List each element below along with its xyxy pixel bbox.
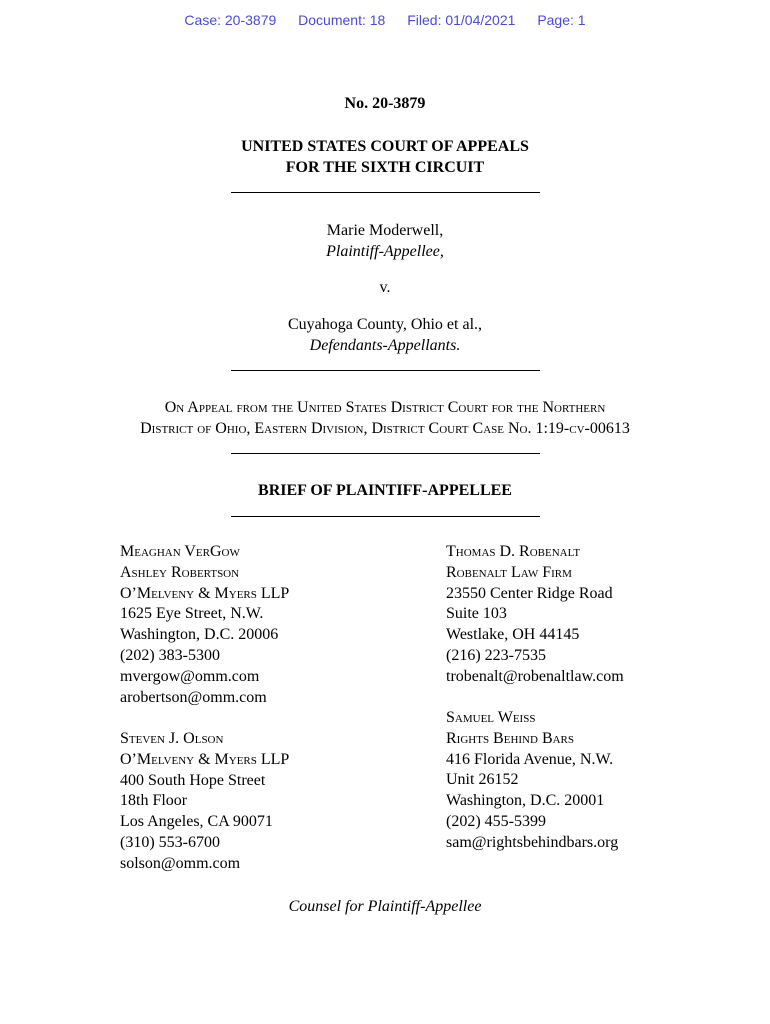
attorney-name: Samuel Weiss bbox=[446, 709, 536, 726]
appeal-line-1: On Appeal from the United States District Court for the Northern bbox=[164, 399, 606, 416]
divider-rule bbox=[231, 516, 540, 517]
appeal-line-2: District of Ohio, Eastern Division, District Court Case No. 1:19-cv-00613 bbox=[140, 420, 630, 437]
header-document: Document: 18 bbox=[298, 12, 386, 28]
defendant-name: Cuyahoga County, Ohio et al., bbox=[287, 316, 483, 333]
email-address: solson@omm.com bbox=[120, 854, 241, 872]
header-page: Page: 1 bbox=[537, 12, 586, 28]
email-address: trobenalt@robenaltlaw.com bbox=[446, 667, 624, 685]
attorney-name: Ashley Robertson bbox=[120, 563, 240, 581]
counsel-block-left-1 bbox=[120, 542, 289, 708]
address-line: Suite 103 bbox=[446, 605, 507, 623]
versus: v. bbox=[379, 279, 391, 296]
phone-number: (202) 383-5300 bbox=[120, 646, 220, 664]
defendant-role: Defendants-Appellants. bbox=[309, 337, 461, 354]
phone-number: (310) 553-6700 bbox=[120, 833, 220, 851]
address-line: Washington, D.C. 20006 bbox=[120, 626, 279, 644]
address-line: Washington, D.C. 20001 bbox=[446, 792, 605, 810]
address-line: 400 South Hope Street bbox=[120, 771, 266, 789]
attorney-name: Meaghan VerGow bbox=[120, 543, 240, 560]
address-line: 18th Floor bbox=[120, 792, 188, 810]
divider-rule bbox=[231, 453, 540, 454]
divider-rule bbox=[231, 370, 540, 371]
firm-name: O’Melveny & Myers LLP bbox=[120, 750, 290, 768]
email-address: sam@rightsbehindbars.org bbox=[446, 833, 619, 851]
brief-title: BRIEF OF PLAINTIFF-APPELLEE bbox=[258, 482, 512, 499]
counsel-block-left-2 bbox=[120, 729, 289, 875]
address-line: 1625 Eye Street, N.W. bbox=[120, 605, 264, 623]
address-line: Westlake, OH 44145 bbox=[446, 626, 580, 644]
address-line: Unit 26152 bbox=[446, 771, 519, 789]
email-address: arobertson@omm.com bbox=[120, 688, 267, 706]
address-line: Los Angeles, CA 90071 bbox=[120, 813, 273, 831]
court-line-1: UNITED STATES COURT OF APPEALS bbox=[241, 138, 529, 155]
ecf-header bbox=[0, 12, 770, 28]
case-number: No. 20-3879 bbox=[344, 95, 426, 112]
divider-rule bbox=[231, 192, 540, 193]
address-line: 416 Florida Avenue, N.W. bbox=[446, 750, 614, 768]
header-filed: Filed: 01/04/2021 bbox=[407, 12, 516, 28]
attorney-name: Thomas D. Robenalt bbox=[446, 543, 581, 560]
plaintiff-role: Plaintiff-Appellee, bbox=[326, 243, 444, 260]
counsel-block-right-1 bbox=[446, 542, 624, 688]
firm-name: Rights Behind Bars bbox=[446, 729, 575, 747]
header-case: Case: 20-3879 bbox=[184, 12, 277, 28]
firm-name: O’Melveny & Myers LLP bbox=[120, 584, 290, 602]
phone-number: (202) 455-5399 bbox=[446, 812, 546, 830]
firm-name: Robenalt Law Firm bbox=[446, 563, 572, 581]
email-address: mvergow@omm.com bbox=[120, 667, 260, 685]
attorney-name: Steven J. Olson bbox=[120, 730, 224, 747]
phone-number: (216) 223-7535 bbox=[446, 646, 546, 664]
plaintiff-name: Marie Moderwell, bbox=[326, 222, 444, 239]
address-line: 23550 Center Ridge Road bbox=[446, 584, 613, 602]
court-line-2: FOR THE SIXTH CIRCUIT bbox=[285, 159, 485, 176]
counsel-caption: Counsel for Plaintiff-Appellee bbox=[288, 898, 482, 915]
counsel-block-right-2 bbox=[446, 708, 618, 854]
